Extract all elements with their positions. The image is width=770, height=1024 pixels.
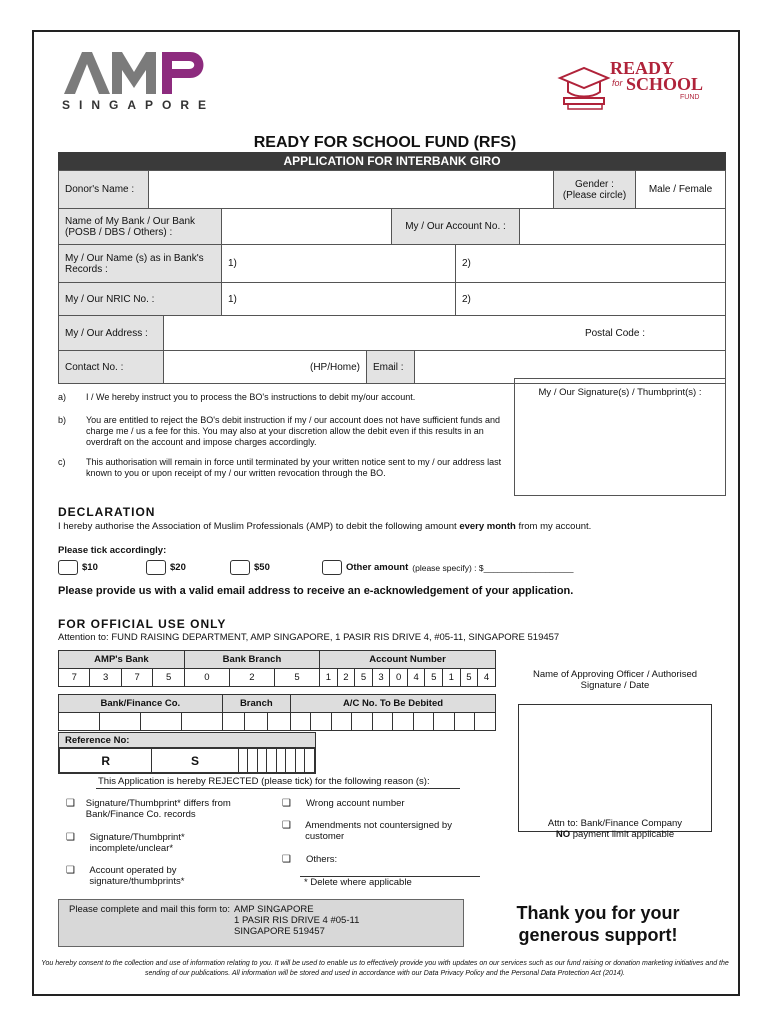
debit-digit-cell[interactable] <box>245 713 268 731</box>
donor-name-label: Donor's Name : <box>59 171 149 208</box>
reason-amendments[interactable]: ❑ Amendments not countersigned by customer <box>282 820 452 842</box>
account-digit: 5 <box>355 669 373 687</box>
reason-others[interactable]: ❑ Others: <box>282 854 338 865</box>
debit-digit-cell[interactable] <box>268 713 291 731</box>
amount-10-option[interactable]: $10 <box>58 560 98 575</box>
approving-officer-box[interactable] <box>518 704 712 832</box>
reason-signature-incomplete[interactable]: ❑ Signature/Thumbprint* incomplete/unclear* <box>66 832 185 854</box>
tick-label: Please tick accordingly: <box>58 545 167 556</box>
checkbox[interactable] <box>146 560 166 575</box>
reference-prefix: S <box>152 749 238 773</box>
school-books-icon <box>556 64 612 110</box>
rfs-logo <box>556 58 708 112</box>
postal-code-label: Postal Code : <box>584 327 645 339</box>
reference-cells <box>59 748 315 773</box>
account-digit: 2 <box>337 669 355 687</box>
official-use-heading: FOR OFFICIAL USE ONLY <box>58 617 227 631</box>
account-number-label: Account Number <box>320 651 496 669</box>
mail-line-2: 1 PASIR RIS DRIVE 4 #05-11 <box>234 915 360 926</box>
account-digit: 4 <box>478 669 496 687</box>
reference-cell[interactable] <box>295 749 305 773</box>
debit-digit-cell[interactable] <box>99 713 140 731</box>
account-digit: 0 <box>390 669 408 687</box>
reference-cell[interactable] <box>276 749 286 773</box>
reason-account-operated[interactable]: ❑ Account operated by signature/thumbprints* <box>66 865 185 887</box>
debit-digit-cell[interactable] <box>331 713 351 731</box>
debit-digits-row <box>59 713 496 731</box>
delete-note: * Delete where applicable <box>304 877 412 888</box>
amount-50-option[interactable]: $50 <box>230 560 270 575</box>
debit-digit-cell[interactable] <box>311 713 331 731</box>
rejected-underline <box>96 788 460 789</box>
account-digit: 5 <box>460 669 478 687</box>
debit-digit-cell[interactable] <box>222 713 245 731</box>
account-digit: 7 <box>59 669 90 687</box>
amp-logo <box>62 48 212 96</box>
other-amount-option[interactable]: Other amount (please specify) : $___________________ <box>322 560 573 575</box>
address-field[interactable] <box>164 316 725 350</box>
debit-digit-cell[interactable] <box>140 713 181 731</box>
reference-cell[interactable] <box>305 749 315 773</box>
debit-digit-cell[interactable] <box>393 713 413 731</box>
reference-prefix: R <box>60 749 152 773</box>
official-bank-table <box>58 650 496 687</box>
rfs-school: SCHOOL <box>626 74 704 94</box>
email-note: Please provide us with a valid email address to receive an e-acknowledgement of your application. <box>58 585 574 597</box>
address-label: My / Our Address : <box>59 316 164 350</box>
account-no-label: My / Our Account No. : <box>392 209 520 244</box>
form-subtitle: APPLICATION FOR INTERBANK GIRO <box>58 152 726 170</box>
reference-cell[interactable] <box>248 749 258 773</box>
donor-details-grid <box>58 170 726 384</box>
debit-digit-cell[interactable] <box>352 713 372 731</box>
account-no-field[interactable] <box>520 209 725 244</box>
checkbox[interactable] <box>58 560 78 575</box>
instruction-a: a) I / We hereby instruct you to process the BO's instructions to debit my/our account. <box>58 392 416 402</box>
debit-digit-cell[interactable] <box>454 713 474 731</box>
bank-finance-label: Bank/Finance Co. <box>59 695 223 713</box>
reference-cell[interactable] <box>257 749 267 773</box>
instruction-b: b) You are entitled to reject the BO's debit instruction if my / our account does not have sufficient funds and charge me / us a fee for this. You may also at your discretion allow the debit even if this results in an overdraft on the account and impose charges accordingly. <box>58 415 500 447</box>
thank-you: Thank you for your generous support! <box>516 903 680 945</box>
account-digit: 3 <box>90 669 121 687</box>
account-digit: 7 <box>121 669 152 687</box>
account-digit: 3 <box>372 669 390 687</box>
signature-box[interactable] <box>514 378 726 496</box>
account-digits-row <box>59 669 496 687</box>
mail-line-1: AMP SINGAPORE <box>234 904 314 915</box>
instructions <box>58 384 514 488</box>
account-digit: 5 <box>153 669 185 687</box>
checkbox[interactable] <box>322 560 342 575</box>
reference-cell[interactable] <box>238 749 248 773</box>
account-digit: 1 <box>443 669 461 687</box>
nric-label: My / Our NRIC No. : <box>59 283 222 315</box>
contact-label: Contact No. : <box>59 351 164 383</box>
hp-home-label: (HP/Home) <box>309 361 360 373</box>
contact-field[interactable] <box>164 351 367 383</box>
name-2-field[interactable]: 2) <box>462 258 471 269</box>
account-digit: 1 <box>320 669 338 687</box>
nric-2-field[interactable]: 2) <box>462 293 471 305</box>
reference-cell[interactable] <box>267 749 277 773</box>
reason-signature-differs[interactable]: ❑ Signature/Thumbprint* differs from Bank/Finance Co. records <box>66 798 231 820</box>
official-attention: Attention to: FUND RAISING DEPARTMENT, AMP SINGAPORE, 1 PASIR RIS DRIVE 4, #05-11, SINGAPORE 519457 <box>58 632 560 643</box>
mail-box <box>58 899 464 947</box>
rejected-label: This Application is hereby REJECTED (please tick) for the following reason (s): <box>98 776 430 787</box>
name-1-field[interactable]: 1) <box>222 245 456 282</box>
debit-digit-cell[interactable] <box>475 713 496 731</box>
account-digit: 5 <box>274 669 319 687</box>
instruction-c: c) This authorisation will remain in force until terminated by your written notice sent to my / our address last known to you or upon receipt of my / our written revocation through the BO. <box>58 457 502 478</box>
gender-label: Gender : (Please circle) <box>554 171 636 208</box>
rfs-ready: READY <box>610 58 675 78</box>
reference-cell[interactable] <box>286 749 296 773</box>
account-digit: 0 <box>184 669 229 687</box>
reason-wrong-account[interactable]: ❑ Wrong account number <box>282 798 405 809</box>
donor-name-field[interactable] <box>149 171 554 208</box>
nric-1-field[interactable]: 1) <box>222 283 456 315</box>
debit-digit-cell[interactable] <box>434 713 454 731</box>
signature-label: My / Our Signature(s) / Thumbprint(s) : <box>538 387 702 398</box>
rfs-for: for <box>612 78 623 88</box>
debit-digit-cell[interactable] <box>290 713 310 731</box>
debit-account-table <box>58 694 496 731</box>
ac-debited-label: A/C No. To Be Debited <box>290 695 495 713</box>
bank-name-label: Name of My Bank / Our Bank (POSB / DBS / Others) : <box>59 209 222 244</box>
branch-label: Branch <box>222 695 290 713</box>
debit-digit-cell[interactable] <box>59 713 100 731</box>
account-digit: 2 <box>229 669 274 687</box>
reference-box <box>58 732 316 774</box>
attn-bank-finance: Attn to: Bank/Finance Company NO payment limit applicable <box>547 818 683 840</box>
form-title: READY FOR SCHOOL FUND (RFS) <box>253 134 517 151</box>
gender-field[interactable]: Male / Female <box>648 184 713 195</box>
debit-digit-cell[interactable] <box>372 713 392 731</box>
debit-digit-cell[interactable] <box>181 713 222 731</box>
rfs-fund: FUND <box>680 94 700 101</box>
declaration-heading: DECLARATION <box>58 505 156 519</box>
approving-officer-label: Name of Approving Officer / Authorised Signature / Date <box>532 669 698 691</box>
reference-label: Reference No: <box>59 733 315 748</box>
declaration-text: I hereby authorise the Association of Muslim Professionals (AMP) to debit the following amount every month from my account. <box>58 521 592 532</box>
email-label: Email : <box>367 351 415 383</box>
account-digit: 5 <box>425 669 443 687</box>
amp-subtitle: SINGAPORE <box>62 98 216 112</box>
bank-records-names-label: My / Our Name (s) as in Bank's Records : <box>59 245 222 282</box>
debit-digit-cell[interactable] <box>413 713 433 731</box>
account-digit: 4 <box>407 669 425 687</box>
amp-bank-label: AMP's Bank <box>59 651 185 669</box>
mail-label: Please complete and mail this form to: <box>69 904 231 915</box>
amount-20-option[interactable]: $20 <box>146 560 186 575</box>
bank-name-field[interactable] <box>222 209 392 244</box>
checkbox[interactable] <box>230 560 250 575</box>
mail-line-3: SINGAPORE 519457 <box>234 926 325 937</box>
bank-branch-label: Bank Branch <box>184 651 319 669</box>
consent-note: You hereby consent to the collection and use of information relating to you. It will be used to enable us to effectively provide you with updates on our services such as our fund raising or donation marketing initiatives and the sending of our publications. All information will be stored and used in accordance with our Data Privacy Policy and the Personal Data Protection Act (2014). <box>41 960 729 977</box>
